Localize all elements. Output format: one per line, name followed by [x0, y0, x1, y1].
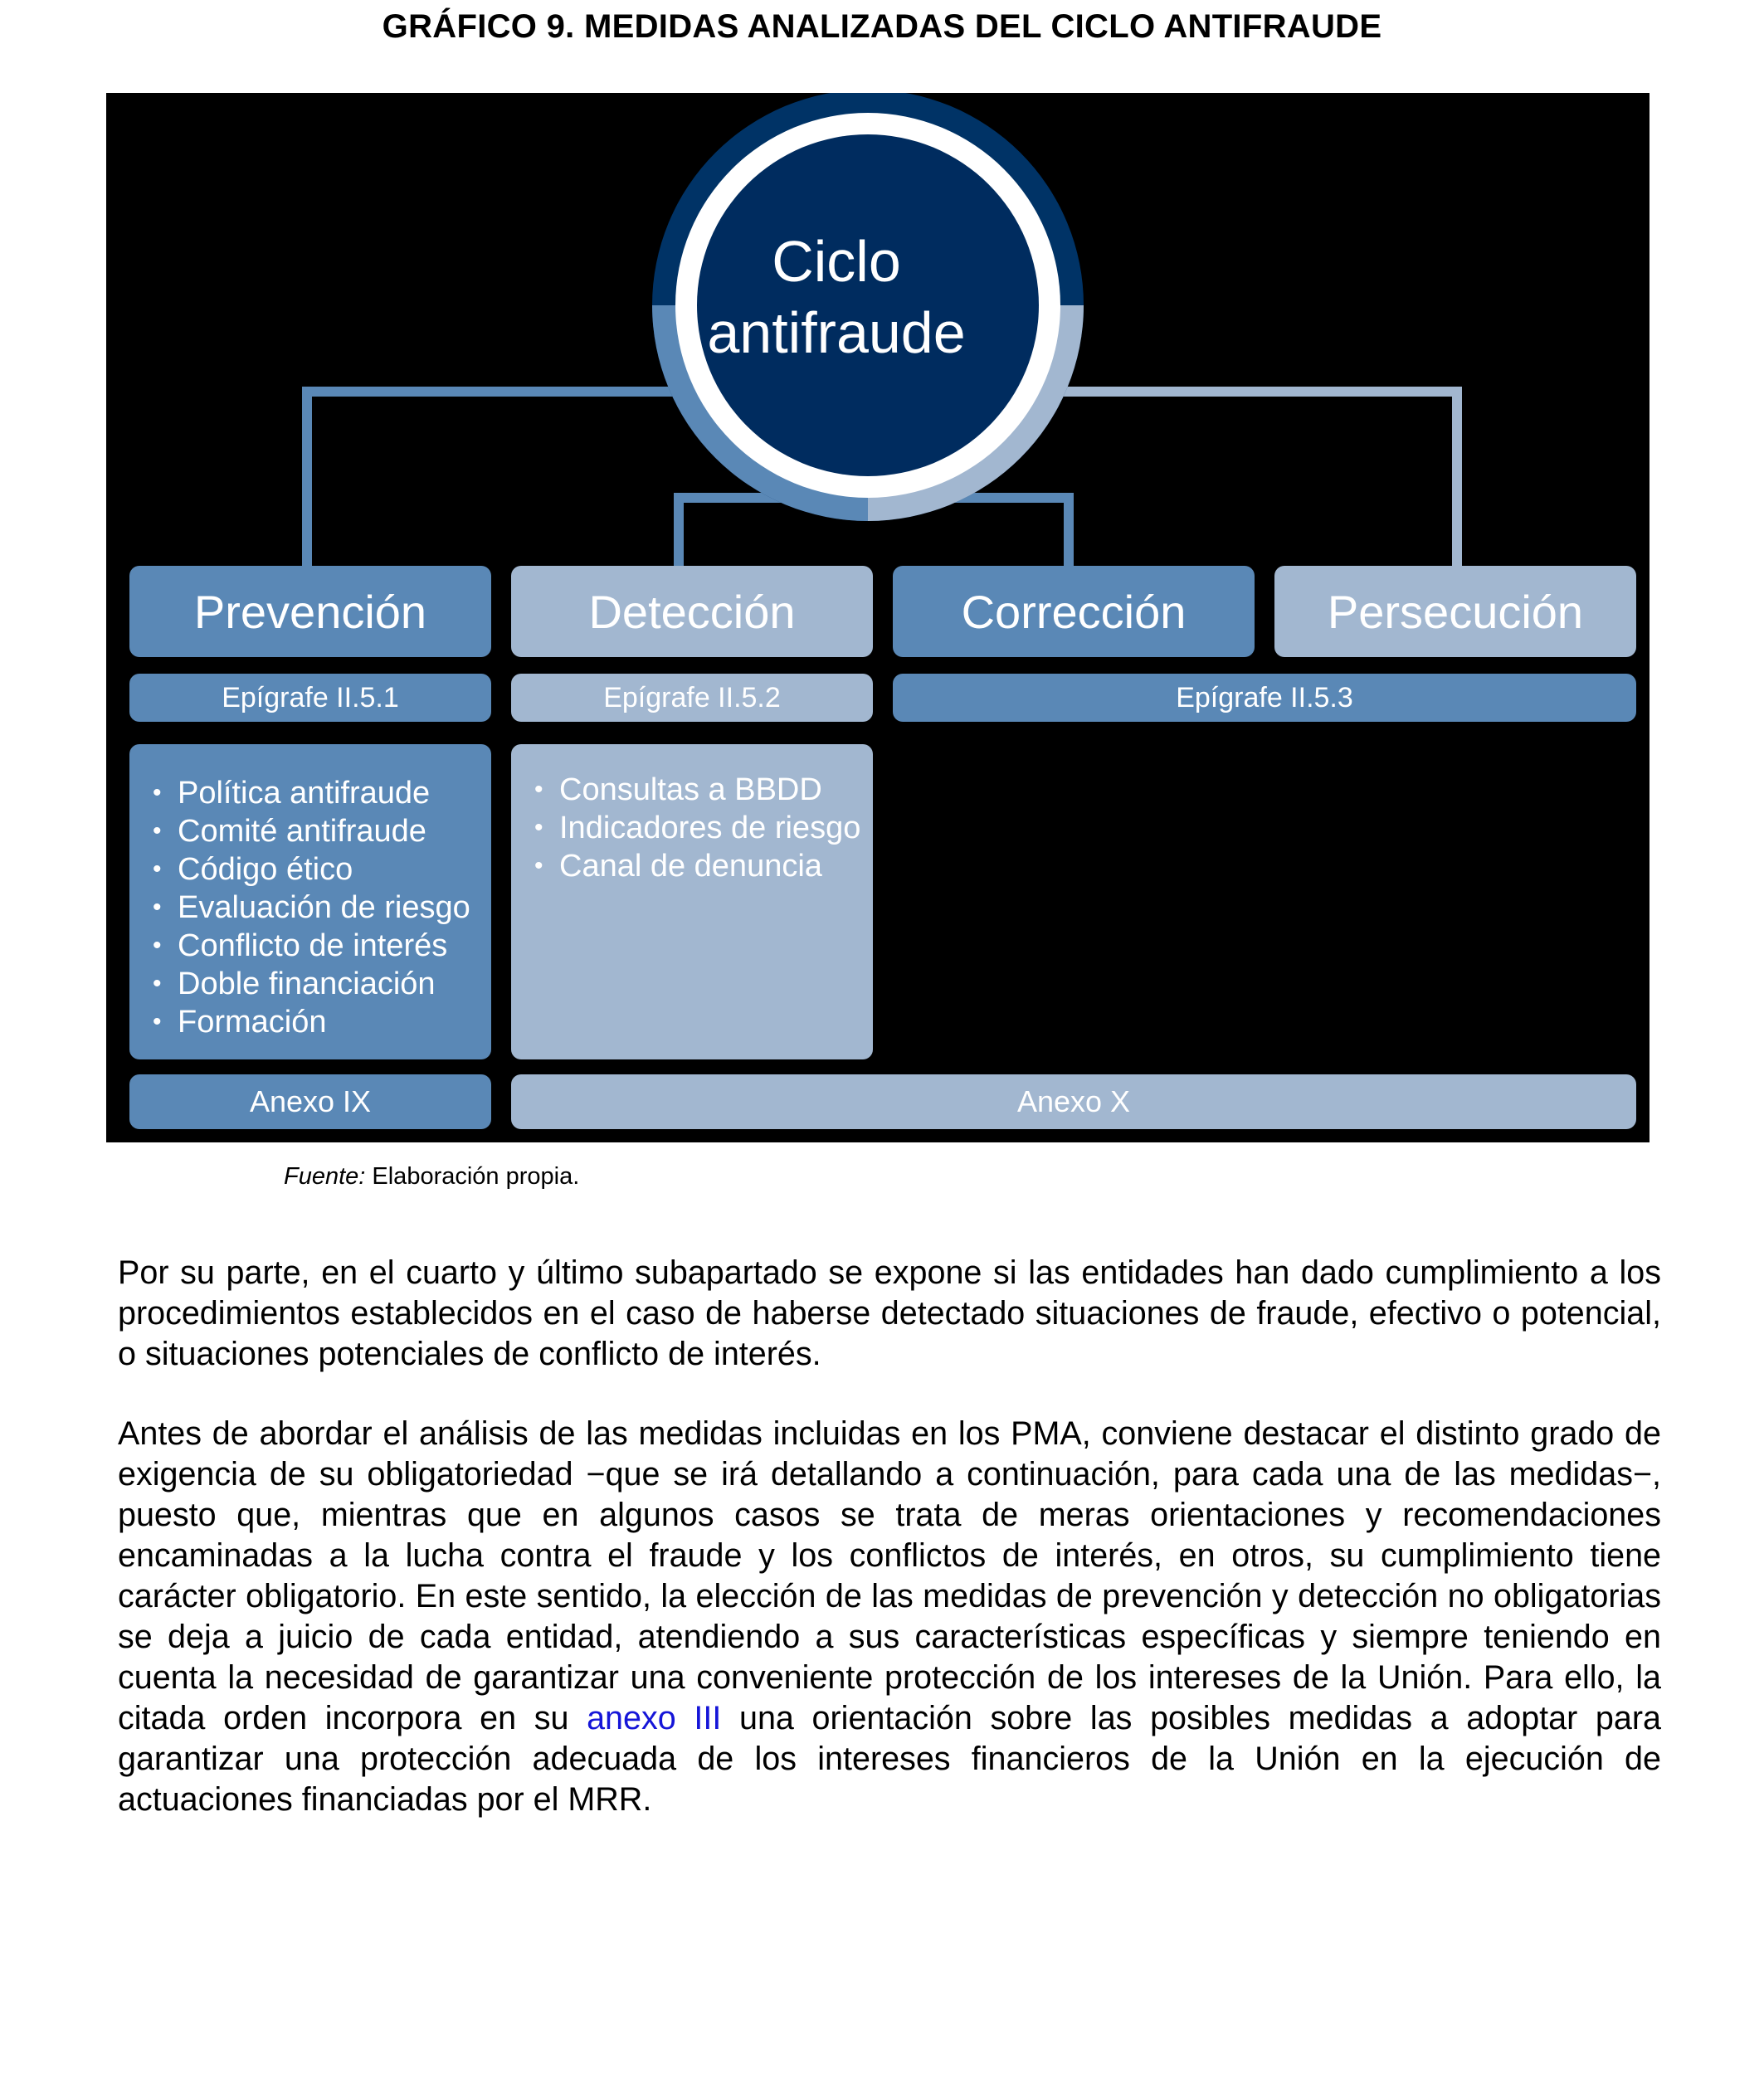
hub-label-line1: Ciclo: [772, 229, 901, 294]
epigrafe-correccion-persecucion: Epígrafe II.5.3: [893, 674, 1636, 722]
anexo-x-bar: Anexo X: [511, 1074, 1636, 1129]
deteccion-measures-box: [511, 744, 873, 1059]
source-label: Fuente:: [284, 1163, 366, 1190]
paragraph-2-text-after: una orientación sobre las posibles medidas a adoptar para garantizar una protección adecuada de los intereses financieros de la Unión en la ejecución de actuaciones financiadas por el MRR.: [118, 1700, 1661, 1818]
anexo-ix-bar: Anexo IX: [129, 1074, 491, 1129]
list-item: • Conflicto de interés: [149, 927, 491, 965]
antifraud-cycle-diagram: [106, 93, 1649, 1142]
list-item: • Código ético: [149, 850, 491, 889]
paragraph-1: Por su parte, en el cuarto y último subapartado se expone si las entidades han dado cumplimiento a los procedimientos establecidos en el caso de haberse detectado situaciones de fraude, efectivo o potencial, o situaciones potenciales de conflicto de interés.: [118, 1254, 1661, 1372]
list-item: • Indicadores de riesgo: [531, 809, 873, 847]
connector-persecucion: [1023, 392, 1457, 567]
hub-label-line2: antifraude: [707, 300, 966, 365]
figure-source: [284, 1163, 579, 1191]
category-persecucion: Persecución: [1274, 566, 1636, 657]
list-item: • Doble financiación: [149, 965, 491, 1003]
source-text: Elaboración propia.: [365, 1163, 580, 1190]
category-deteccion: Detección: [511, 566, 873, 657]
paragraph-2-text-before: Antes de abordar el análisis de las medidas incluidas en los PMA, conviene destacar el distinto grado de exigencia de su obligatoriedad −que se irá detallando a continuación, para cada una de las medidas−, puesto que, mientras que en algunos casos se trata de meras orientaciones y recomendaciones encaminadas a la lucha contra el fraude y los conflictos de interés, en otros, su cumplimiento tiene carácter obligatorio. En este sentido, la elección de las medidas de prevención y detección no obligatorias se deja a juicio de cada entidad, atendiendo a sus características específicas y siempre teniendo en cuenta la necesidad de garantizar una conveniente protección de los intereses de la Unión. Para ello, la citada orden incorpora en su: [118, 1415, 1661, 1736]
list-item: • Consultas a BBDD: [531, 771, 873, 809]
category-correccion: Corrección: [893, 566, 1255, 657]
figure-title: GRÁFICO 9. MEDIDAS ANALIZADAS DEL CICLO ANTIFRAUDE: [382, 8, 1382, 45]
list-item: • Canal de denuncia: [531, 847, 873, 885]
deteccion-measures-list: [531, 771, 873, 885]
hub-label: [662, 226, 1011, 368]
list-item: • Formación: [149, 1003, 491, 1041]
list-item: • Política antifraude: [149, 774, 491, 812]
prevencion-measures-box: [129, 744, 491, 1059]
epigrafe-deteccion: Epígrafe II.5.2: [511, 674, 873, 722]
list-item: • Evaluación de riesgo: [149, 889, 491, 927]
prevencion-measures-list: [149, 774, 491, 1041]
connector-prevencion: [307, 392, 679, 567]
anexo-iii-link[interactable]: anexo III: [587, 1700, 722, 1736]
paragraph-2: [118, 1414, 1661, 1820]
category-prevencion: Prevención: [129, 566, 491, 657]
epigrafe-prevencion: Epígrafe II.5.1: [129, 674, 491, 722]
list-item: • Comité antifraude: [149, 812, 491, 850]
